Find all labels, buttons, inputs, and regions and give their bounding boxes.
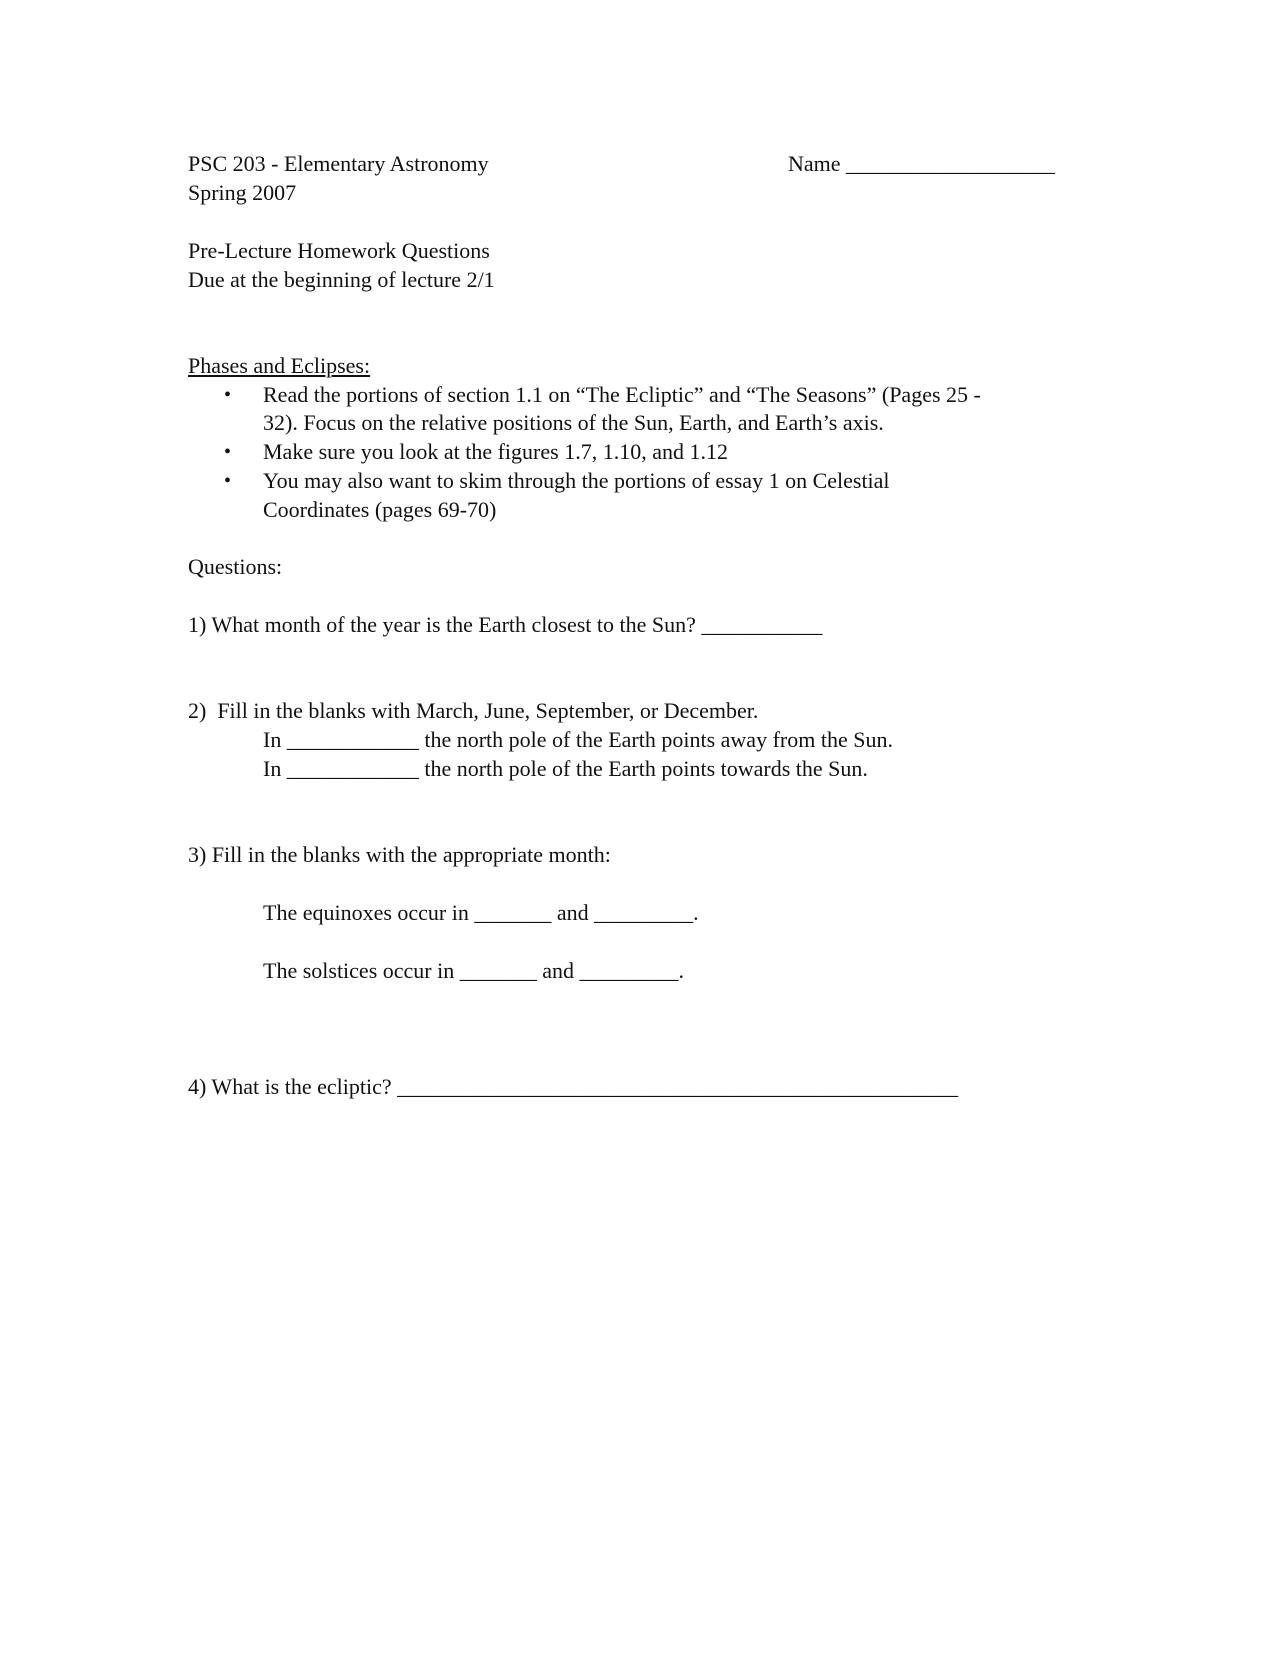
question-2-prompt: 2) Fill in the blanks with March, June, September, or December. <box>188 698 759 723</box>
question-1: 1) What month of the year is the Earth closest to the Sun? ___________ <box>188 612 823 637</box>
question-3-line-2: The solstices occur in _______ and _________. <box>263 958 684 983</box>
bullet-icon: • <box>224 441 232 463</box>
question-3-line-1: The equinoxes occur in _______ and _________. <box>263 900 699 925</box>
reading-item-1-line-2: 32). Focus on the relative positions of the Sun, Earth, and Earth’s axis. <box>263 410 884 435</box>
reading-item-3-line-1: You may also want to skim through the portions of essay 1 on Celestial <box>263 468 890 493</box>
reading-item-3-line-2: Coordinates (pages 69-70) <box>263 497 497 522</box>
bullet-icon: • <box>224 384 232 406</box>
course-title: PSC 203 - Elementary Astronomy <box>188 151 489 176</box>
bullet-icon: • <box>224 470 232 492</box>
reading-item-2-line-1: Make sure you look at the figures 1.7, 1.10, and 1.12 <box>263 439 728 464</box>
assignment-title: Pre-Lecture Homework Questions <box>188 238 490 263</box>
reading-item-1-line-1: Read the portions of section 1.1 on “The Ecliptic” and “The Seasons” (Pages 25 - <box>263 382 981 407</box>
question-2-line-1: In ____________ the north pole of the Earth points away from the Sun. <box>263 727 893 752</box>
name-field[interactable]: Name ___________________ <box>788 151 1056 176</box>
question-4: 4) What is the ecliptic? ___________________________________________________ <box>188 1074 959 1099</box>
term: Spring 2007 <box>188 180 297 205</box>
due-date: Due at the beginning of lecture 2/1 <box>188 267 495 292</box>
questions-heading: Questions: <box>188 554 283 579</box>
reading-heading: Phases and Eclipses: <box>188 353 371 378</box>
question-3-prompt: 3) Fill in the blanks with the appropriate month: <box>188 842 611 867</box>
question-2-line-2: In ____________ the north pole of the Earth points towards the Sun. <box>263 756 868 781</box>
